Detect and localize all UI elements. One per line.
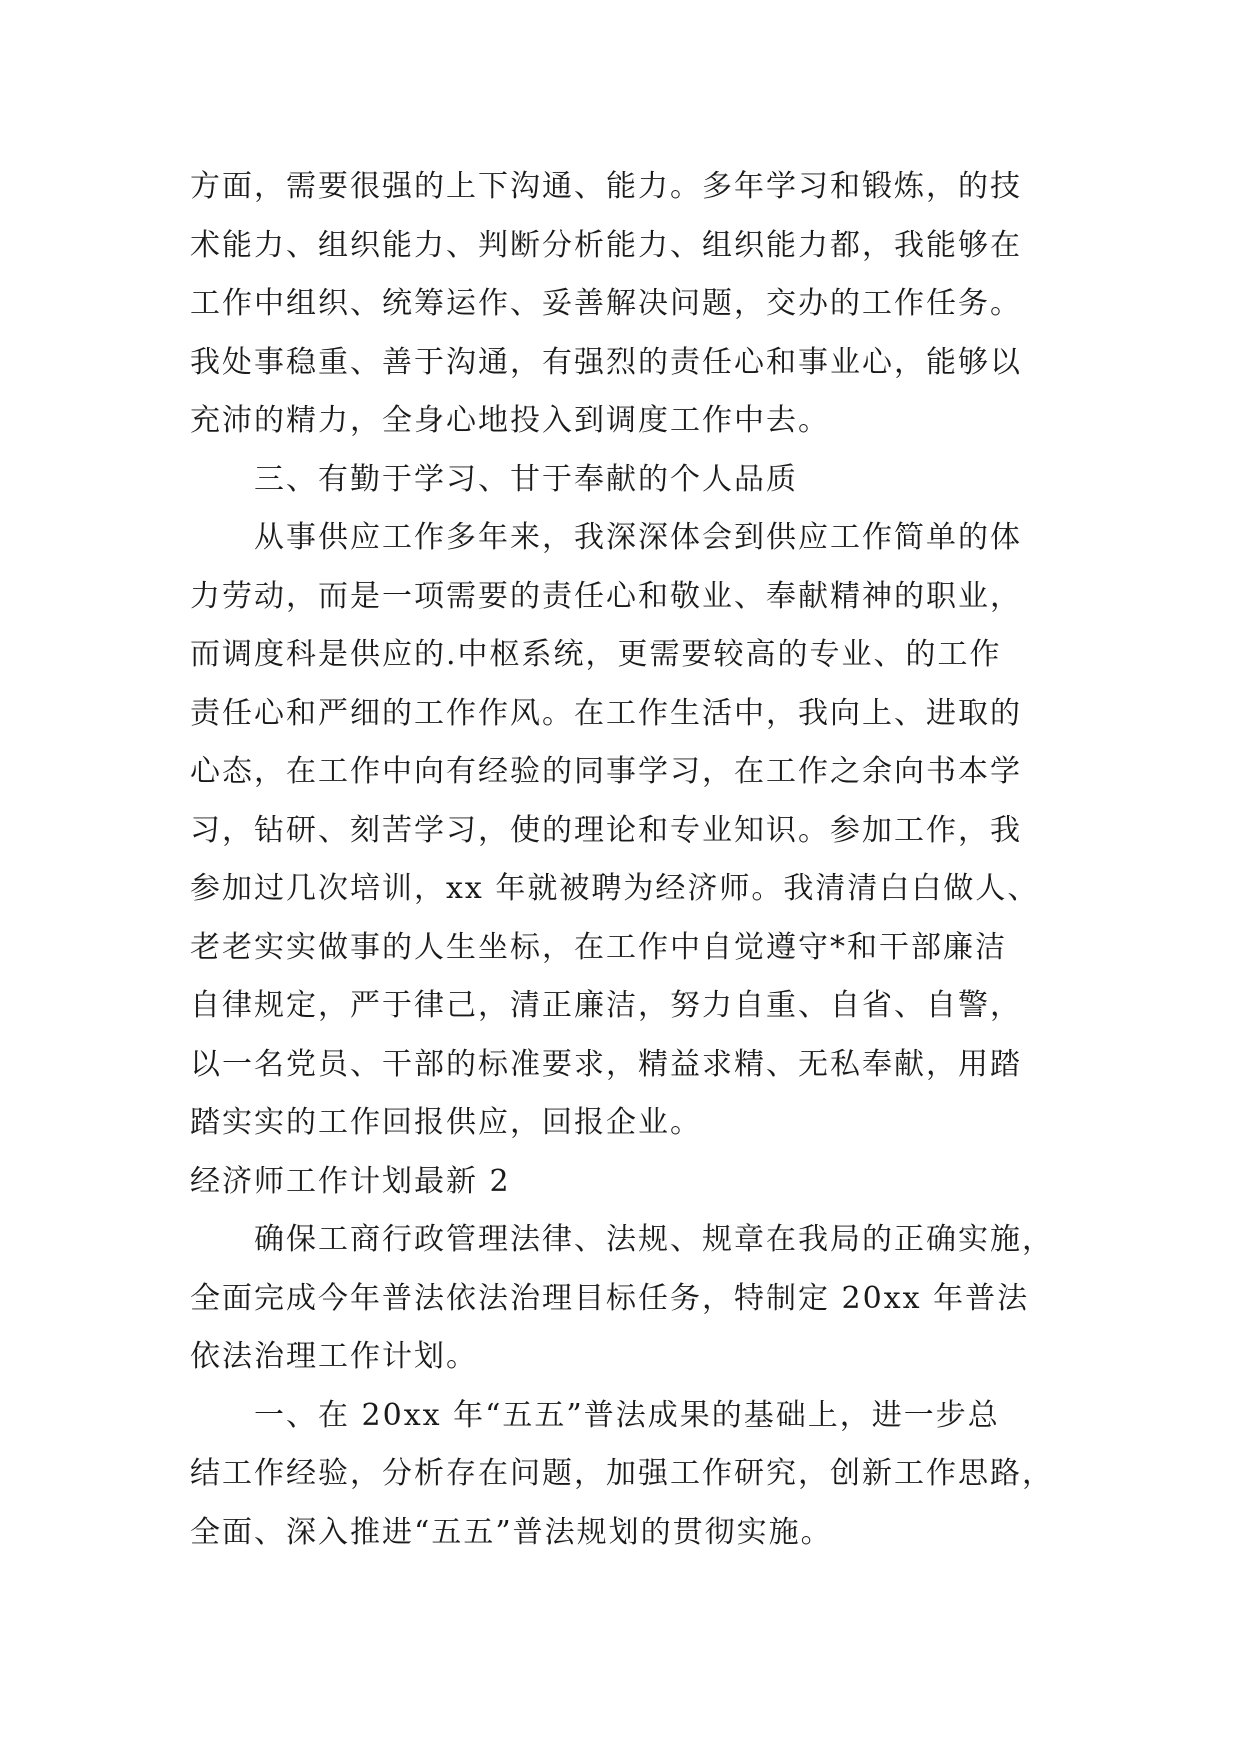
text-line: 踏实实的工作回报供应，回报企业。: [190, 1105, 702, 1140]
text-line: 参加过几次培训，xx 年就被聘为经济师。我清清白白做人、: [190, 871, 1040, 906]
text-line: 全面、深入推进“五五”普法规划的贯彻实施。: [190, 1514, 833, 1550]
text-line: 结工作经验，分析存在问题，加强工作研究，创新工作思路，: [190, 1456, 1054, 1491]
text-line: 确保工商行政管理法律、法规、规章在我局的正确实施，: [254, 1222, 1054, 1257]
text-line: 从事供应工作多年来，我深深体会到供应工作简单的体: [254, 520, 1022, 555]
text-line: 方面，需要很强的上下沟通、能力。多年学习和锻炼，的技: [190, 169, 1022, 204]
text-line: 依法治理工作计划。: [190, 1339, 478, 1374]
text-line: 老老实实做事的人生坐标，在工作中自觉遵守*和干部廉洁: [190, 929, 1007, 965]
text-line: 以一名党员、干部的标准要求，精益求精、无私奉献，用踏: [190, 1046, 1022, 1082]
text-line: 而调度科是供应的.中枢系统，更需要较高的专业、的工作: [190, 637, 1002, 672]
text-line: 充沛的精力，全身心地投入到调度工作中去。: [190, 403, 830, 438]
text-line: 一、在 20xx 年“五五”普法成果的基础上，进一步总: [254, 1397, 1000, 1433]
document-subtitle: 经济师工作计划最新 2: [190, 1163, 511, 1199]
text-line: 全面完成今年普法依法治理目标任务，特制定 20xx 年普法: [190, 1280, 1030, 1316]
text-line: 工作中组织、统筹运作、妥善解决问题，交办的工作任务。: [190, 286, 1022, 321]
text-line: 术能力、组织能力、判断分析能力、组织能力都，我能够在: [190, 227, 1022, 263]
text-line: 自律规定，严于律己，清正廉洁，努力自重、自省、自警，: [190, 988, 1022, 1023]
section-heading: 三、有勤于学习、甘于奉献的个人品质: [254, 461, 798, 497]
document-body: [190, 158, 1070, 1562]
text-line: 心态，在工作中向有经验的同事学习，在工作之余向书本学: [190, 754, 1022, 789]
text-line: 我处事稳重、善于沟通，有强烈的责任心和事业心，能够以: [190, 344, 1022, 380]
text-line: 力劳动，而是一项需要的责任心和敬业、奉献精神的职业，: [190, 578, 1022, 614]
text-line: 责任心和严细的工作作风。在工作生活中，我向上、进取的: [190, 695, 1022, 731]
text-line: 习，钻研、刻苦学习，使的理论和专业知识。参加工作，我: [190, 812, 1022, 848]
